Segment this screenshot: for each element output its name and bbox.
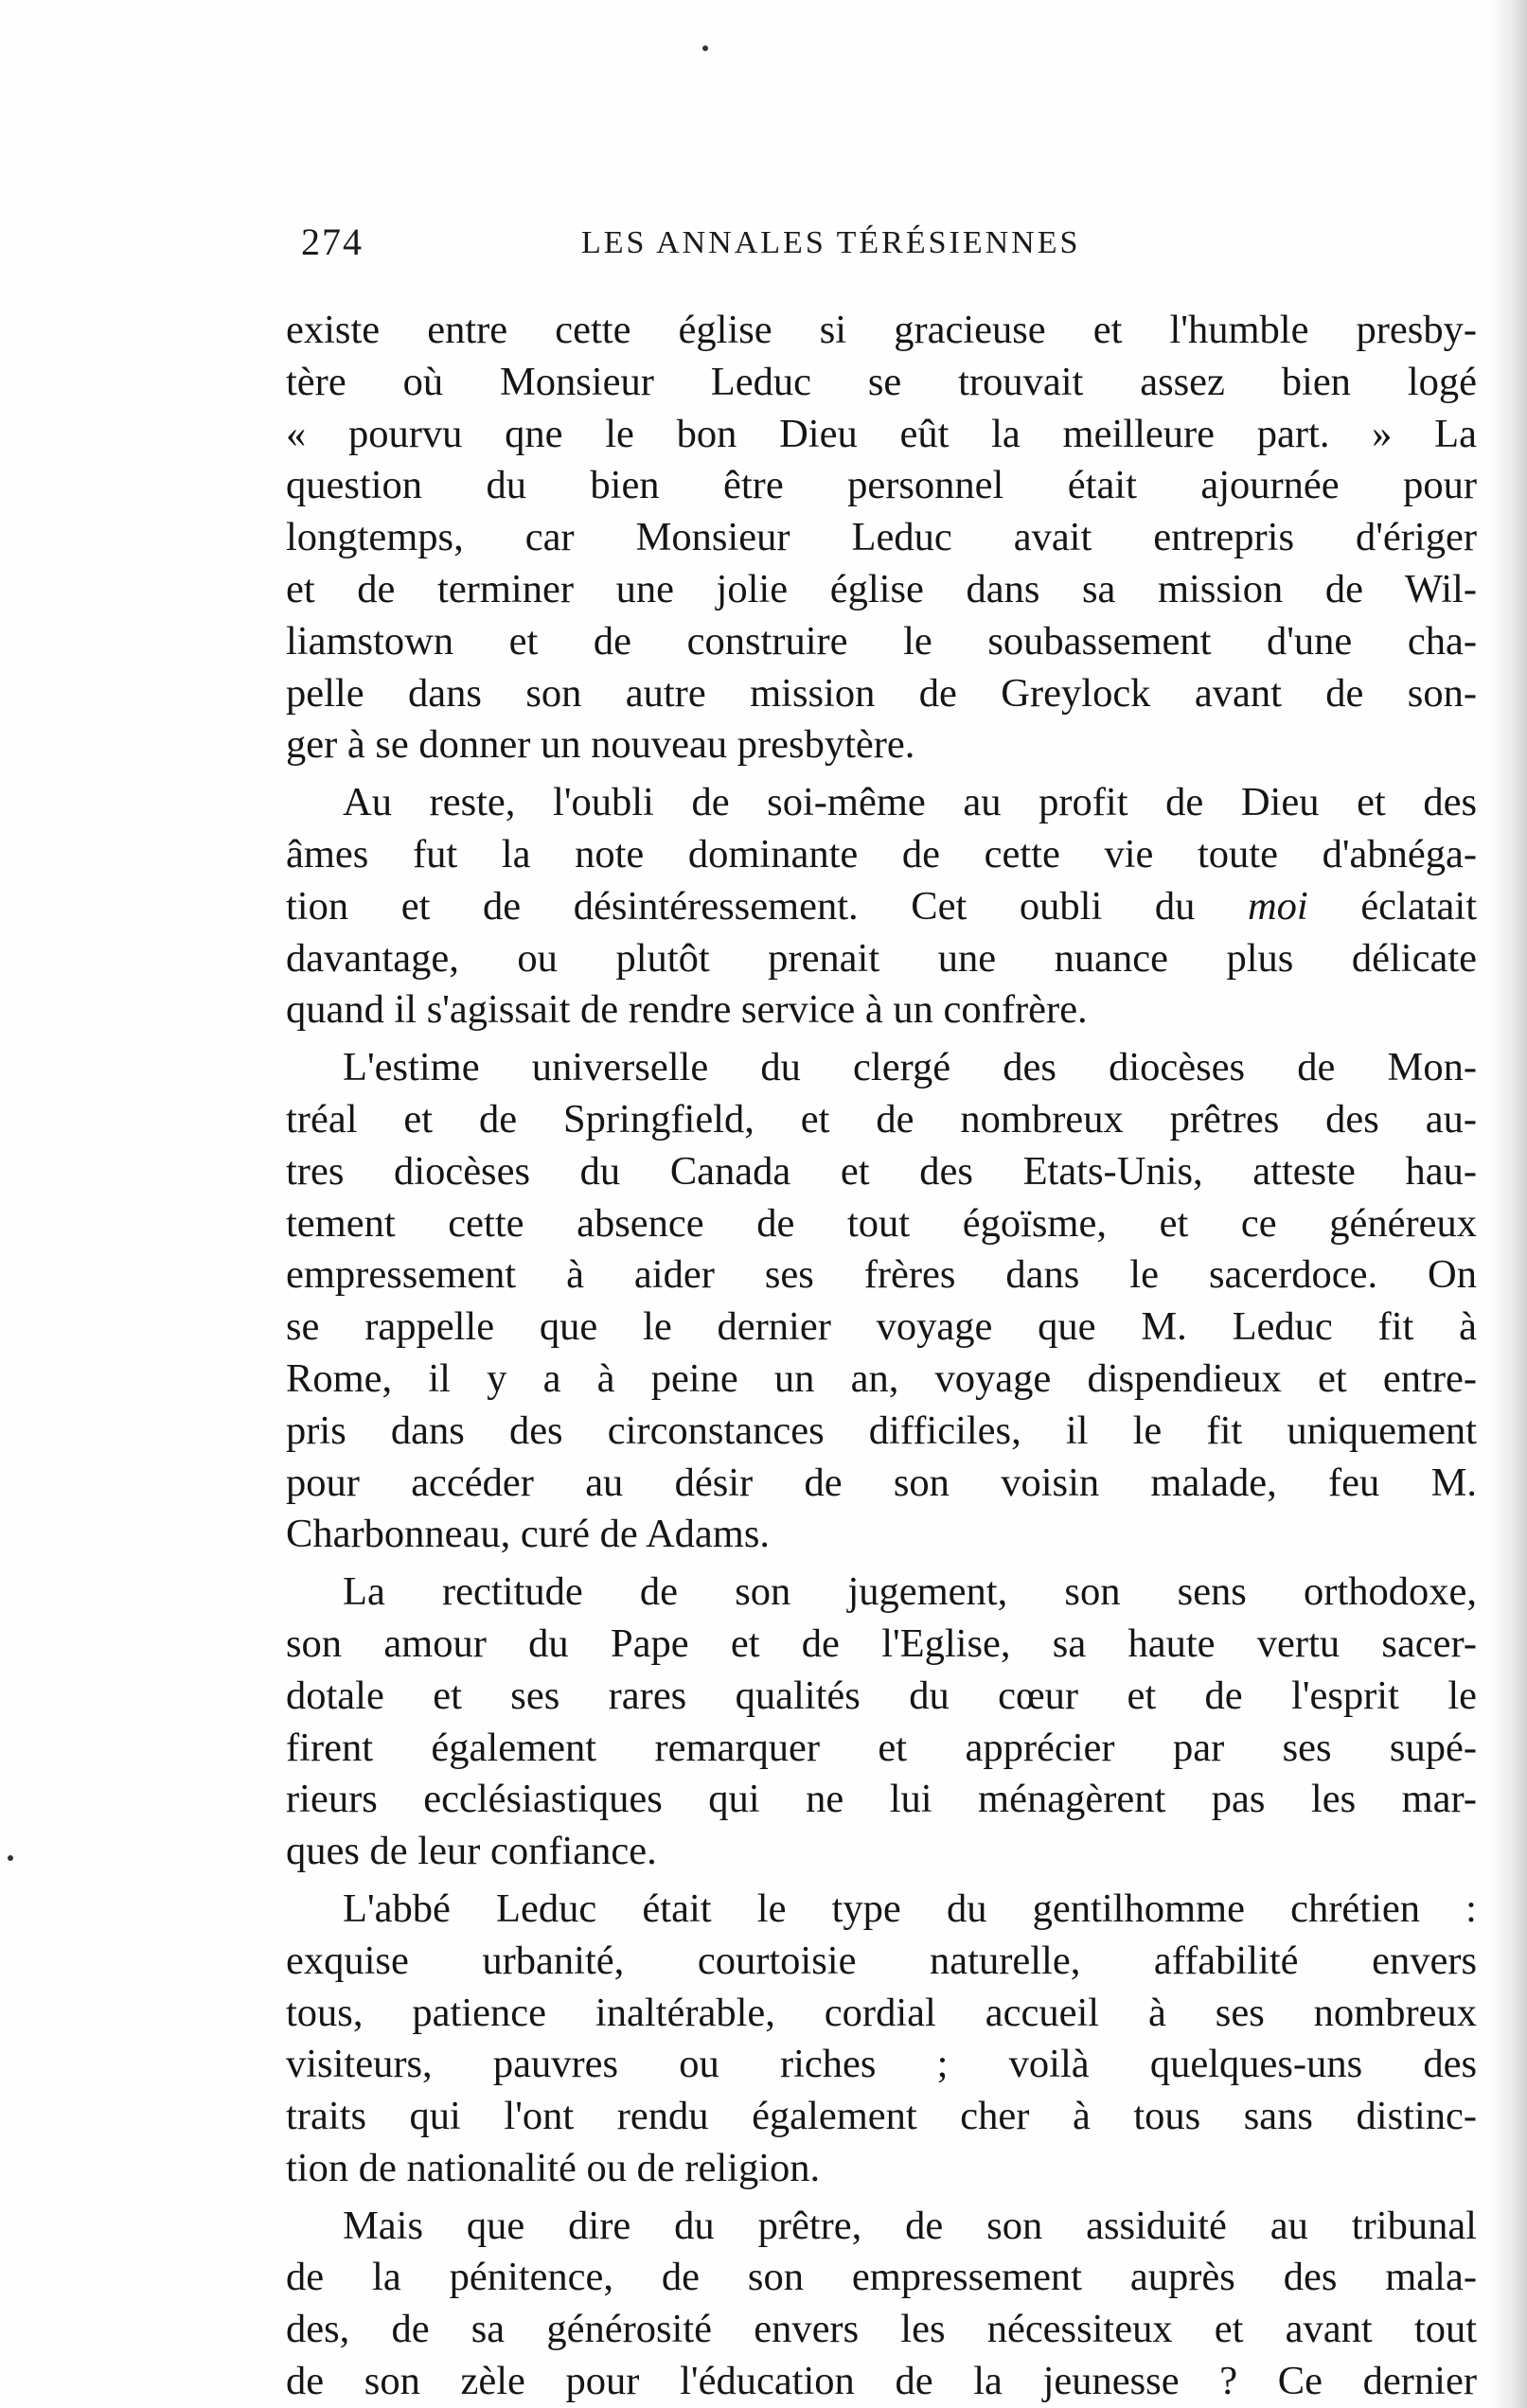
text-line: firent également remarquer et apprécier par ses supé- bbox=[286, 1725, 1477, 1770]
text-line: empressement à aider ses frères dans le sacerdoce. On bbox=[286, 1252, 1477, 1298]
text-line: Mais que dire du prêtre, de son assiduité au tribunal bbox=[343, 2203, 1477, 2248]
page-header bbox=[301, 220, 1248, 276]
text-line: davantage, ou plutôt prenait une nuance plus délicate bbox=[286, 935, 1477, 981]
text-line: longtemps, car Monsieur Leduc avait entrepris d'ériger bbox=[286, 515, 1477, 560]
text-line: Au reste, l'oubli de soi-même au profit de Dieu et des bbox=[343, 780, 1477, 825]
text-line: et de terminer une jolie église dans sa mission de Wil- bbox=[286, 566, 1477, 611]
text-line: liamstown et de construire le soubassement d'une cha- bbox=[286, 618, 1477, 664]
text-line: question du bien être personnel était ajournée pour bbox=[286, 463, 1477, 508]
text-line-with-emphasis bbox=[286, 881, 1477, 933]
text-line: tréal et de Springfield, et de nombreux prêtres des au- bbox=[286, 1096, 1477, 1142]
text-line: de la pénitence, de son empressement auprès des mala- bbox=[286, 2255, 1477, 2300]
text-line: Charbonneau, curé de Adams. bbox=[286, 1512, 771, 1557]
paragraph bbox=[286, 777, 1477, 1036]
emphasis-text: moi bbox=[1247, 883, 1308, 929]
paragraph bbox=[286, 1567, 1477, 1878]
text-line: L'abbé Leduc était le type du gentilhomme chrétien : bbox=[343, 1886, 1477, 1931]
text-line: pelle dans son autre mission de Greylock avant de son- bbox=[286, 670, 1477, 716]
text-line: traits qui l'ont rendu également cher à tous sans distinc- bbox=[286, 2094, 1477, 2139]
running-title: LES ANNALES TÉRÉSIENNES bbox=[581, 225, 1081, 260]
text-line: pris dans des circonstances difficiles, il le fit uniquement bbox=[286, 1408, 1477, 1453]
text-line: ques de leur confiance. bbox=[286, 1829, 657, 1874]
text-line: Rome, il y a à peine un an, voyage dispendieux et entre- bbox=[286, 1355, 1477, 1401]
text-line: des, de sa générosité envers les nécessiteux et avant tout bbox=[286, 2307, 1477, 2352]
text-line: exquise urbanité, courtoisie naturelle, affabilité envers bbox=[286, 1938, 1477, 1983]
ink-speck bbox=[8, 1855, 13, 1861]
text-line: La rectitude de son jugement, son sens orthodoxe, bbox=[343, 1569, 1477, 1615]
text-segment: tion et de désintéressement. Cet oubli du bbox=[286, 883, 1248, 929]
text-line: rieurs ecclésiastiques qui ne lui ménagèrent pas les mar- bbox=[286, 1777, 1477, 1822]
text-line: tres diocèses du Canada et des Etats-Unis, atteste hau- bbox=[286, 1148, 1477, 1194]
ink-speck bbox=[702, 45, 708, 51]
paragraph bbox=[286, 1884, 1477, 2195]
text-line: se rappelle que le dernier voyage que M. Leduc fit à bbox=[286, 1304, 1477, 1350]
text-line: tère où Monsieur Leduc se trouvait assez bien logé bbox=[286, 359, 1477, 404]
text-line: existe entre cette église si gracieuse et l'humble presby- bbox=[286, 308, 1477, 352]
text-line: quand il s'agissait de rendre service à un confrère. bbox=[286, 987, 1088, 1033]
text-line: son amour du Pape et de l'Eglise, sa haute vertu sacer- bbox=[286, 1620, 1477, 1666]
page-number: 274 bbox=[301, 221, 364, 263]
text-line: visiteurs, pauvres ou riches ; voilà quelques-uns des bbox=[286, 2042, 1477, 2087]
text-line: « pourvu qne le bon Dieu eût la meilleure part. » La bbox=[286, 411, 1477, 456]
paragraph bbox=[286, 1042, 1477, 1561]
page-body bbox=[286, 305, 1477, 2408]
text-line: tous, patience inaltérable, cordial accueil à ses nombreux bbox=[286, 1990, 1477, 2035]
text-line: tion de nationalité ou de religion. bbox=[286, 2145, 821, 2190]
text-line: de son zèle pour l'éducation de la jeunesse ? Ce dernier bbox=[286, 2359, 1477, 2404]
text-line: dotale et ses rares qualités du cœur et de l'esprit le bbox=[286, 1673, 1477, 1718]
text-line: ger à se donner un nouveau presbytère. bbox=[286, 722, 915, 768]
paragraph bbox=[286, 2201, 1477, 2408]
text-line: âmes fut la note dominante de cette vie toute d'abnéga- bbox=[286, 831, 1477, 876]
page-edge-shadow bbox=[1489, 0, 1527, 2408]
text-line: tement cette absence de tout égoïsme, et ce généreux bbox=[286, 1200, 1477, 1246]
text-line: pour accéder au désir de son voisin malade, feu M. bbox=[286, 1460, 1477, 1505]
text-line: L'estime universelle du clergé des diocèses de Mon- bbox=[343, 1045, 1477, 1090]
paragraph bbox=[286, 305, 1477, 771]
text-segment: éclatait bbox=[1307, 883, 1478, 929]
